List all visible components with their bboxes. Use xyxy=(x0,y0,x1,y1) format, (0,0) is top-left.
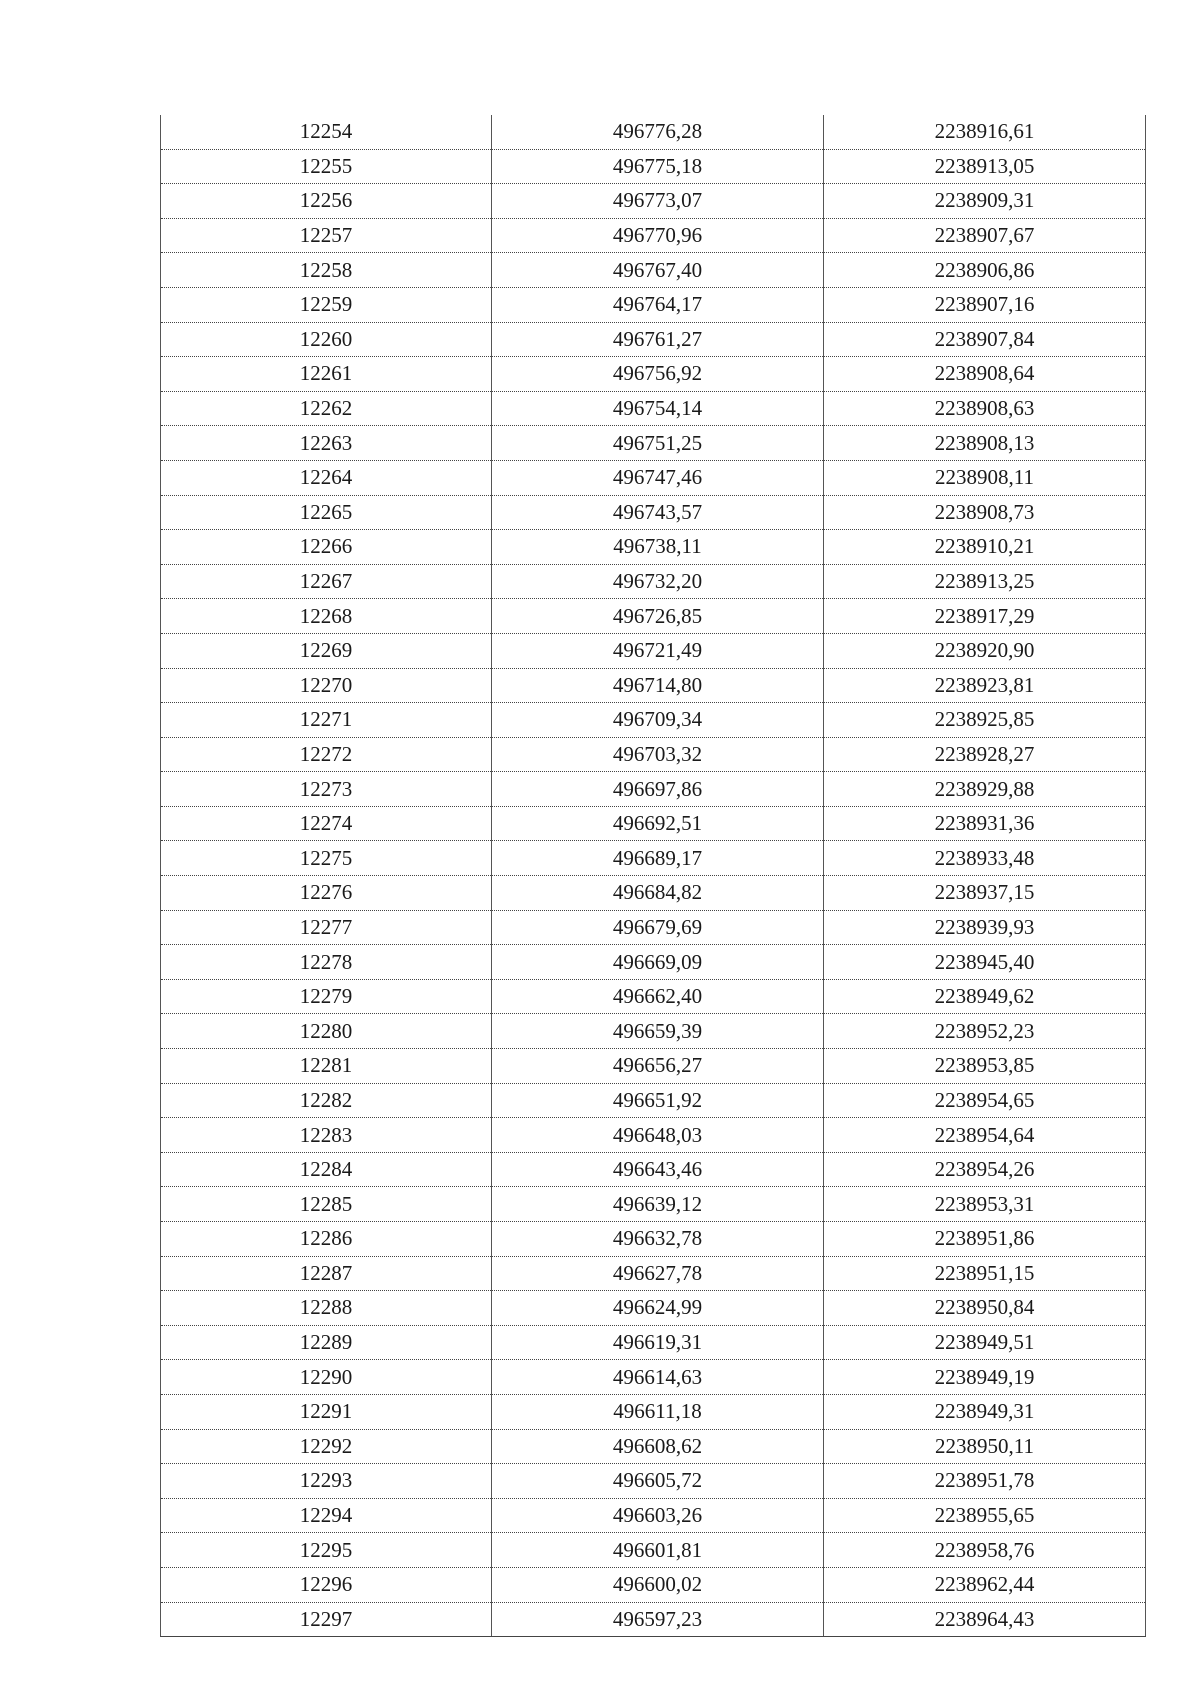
y-coordinate-cell: 2238913,05 xyxy=(824,149,1146,184)
table-row xyxy=(161,218,1146,253)
x-coordinate-cell: 496614,63 xyxy=(492,1360,824,1395)
table-row xyxy=(161,1325,1146,1360)
y-coordinate-cell: 2238920,90 xyxy=(824,633,1146,668)
point-number-cell: 12274 xyxy=(161,806,492,841)
x-coordinate-cell: 496608,62 xyxy=(492,1429,824,1464)
table-row xyxy=(161,1429,1146,1464)
point-number-cell: 12262 xyxy=(161,391,492,426)
x-coordinate-cell: 496726,85 xyxy=(492,599,824,634)
y-coordinate-cell: 2238949,19 xyxy=(824,1360,1146,1395)
point-number-cell: 12291 xyxy=(161,1394,492,1429)
point-number-cell: 12277 xyxy=(161,910,492,945)
point-number-cell: 12275 xyxy=(161,841,492,876)
table-row xyxy=(161,184,1146,219)
y-coordinate-cell: 2238949,31 xyxy=(824,1394,1146,1429)
x-coordinate-cell: 496738,11 xyxy=(492,530,824,565)
point-number-cell: 12271 xyxy=(161,703,492,738)
y-coordinate-cell: 2238907,67 xyxy=(824,218,1146,253)
point-number-cell: 12259 xyxy=(161,287,492,322)
x-coordinate-cell: 496689,17 xyxy=(492,841,824,876)
x-coordinate-cell: 496703,32 xyxy=(492,737,824,772)
table-row xyxy=(161,772,1146,807)
y-coordinate-cell: 2238906,86 xyxy=(824,253,1146,288)
y-coordinate-cell: 2238953,31 xyxy=(824,1187,1146,1222)
table-row xyxy=(161,564,1146,599)
table-row xyxy=(161,1533,1146,1568)
table-row xyxy=(161,633,1146,668)
x-coordinate-cell: 496697,86 xyxy=(492,772,824,807)
point-number-cell: 12254 xyxy=(161,115,492,149)
y-coordinate-cell: 2238954,26 xyxy=(824,1152,1146,1187)
y-coordinate-cell: 2238964,43 xyxy=(824,1602,1146,1637)
point-number-cell: 12282 xyxy=(161,1083,492,1118)
table-row xyxy=(161,1360,1146,1395)
table-row xyxy=(161,1014,1146,1049)
y-coordinate-cell: 2238952,23 xyxy=(824,1014,1146,1049)
table-row xyxy=(161,391,1146,426)
point-number-cell: 12297 xyxy=(161,1602,492,1637)
x-coordinate-cell: 496597,23 xyxy=(492,1602,824,1637)
y-coordinate-cell: 2238937,15 xyxy=(824,876,1146,911)
point-number-cell: 12273 xyxy=(161,772,492,807)
x-coordinate-cell: 496692,51 xyxy=(492,806,824,841)
table-row xyxy=(161,253,1146,288)
coordinates-table xyxy=(160,115,1146,1637)
point-number-cell: 12281 xyxy=(161,1049,492,1084)
x-coordinate-cell: 496619,31 xyxy=(492,1325,824,1360)
point-number-cell: 12261 xyxy=(161,357,492,392)
point-number-cell: 12293 xyxy=(161,1464,492,1499)
point-number-cell: 12255 xyxy=(161,149,492,184)
y-coordinate-cell: 2238908,11 xyxy=(824,460,1146,495)
table-row xyxy=(161,357,1146,392)
x-coordinate-cell: 496756,92 xyxy=(492,357,824,392)
x-coordinate-cell: 496761,27 xyxy=(492,322,824,357)
point-number-cell: 12287 xyxy=(161,1256,492,1291)
y-coordinate-cell: 2238925,85 xyxy=(824,703,1146,738)
point-number-cell: 12285 xyxy=(161,1187,492,1222)
table-row xyxy=(161,149,1146,184)
point-number-cell: 12256 xyxy=(161,184,492,219)
y-coordinate-cell: 2238951,86 xyxy=(824,1222,1146,1257)
y-coordinate-cell: 2238908,73 xyxy=(824,495,1146,530)
table-row xyxy=(161,115,1146,149)
point-number-cell: 12292 xyxy=(161,1429,492,1464)
point-number-cell: 12272 xyxy=(161,737,492,772)
point-number-cell: 12267 xyxy=(161,564,492,599)
table-row xyxy=(161,530,1146,565)
point-number-cell: 12294 xyxy=(161,1498,492,1533)
x-coordinate-cell: 496611,18 xyxy=(492,1394,824,1429)
x-coordinate-cell: 496639,12 xyxy=(492,1187,824,1222)
x-coordinate-cell: 496773,07 xyxy=(492,184,824,219)
x-coordinate-cell: 496651,92 xyxy=(492,1083,824,1118)
table-row xyxy=(161,599,1146,634)
table-row xyxy=(161,1602,1146,1637)
table-row xyxy=(161,806,1146,841)
table-row xyxy=(161,979,1146,1014)
y-coordinate-cell: 2238923,81 xyxy=(824,668,1146,703)
table-row xyxy=(161,426,1146,461)
y-coordinate-cell: 2238939,93 xyxy=(824,910,1146,945)
x-coordinate-cell: 496754,14 xyxy=(492,391,824,426)
table-row xyxy=(161,287,1146,322)
y-coordinate-cell: 2238909,31 xyxy=(824,184,1146,219)
x-coordinate-cell: 496747,46 xyxy=(492,460,824,495)
y-coordinate-cell: 2238908,63 xyxy=(824,391,1146,426)
x-coordinate-cell: 496776,28 xyxy=(492,115,824,149)
table-row xyxy=(161,1152,1146,1187)
table-row xyxy=(161,737,1146,772)
table-row xyxy=(161,1291,1146,1326)
point-number-cell: 12283 xyxy=(161,1118,492,1153)
y-coordinate-cell: 2238954,64 xyxy=(824,1118,1146,1153)
y-coordinate-cell: 2238951,15 xyxy=(824,1256,1146,1291)
x-coordinate-cell: 496743,57 xyxy=(492,495,824,530)
y-coordinate-cell: 2238955,65 xyxy=(824,1498,1146,1533)
table-row xyxy=(161,1256,1146,1291)
x-coordinate-cell: 496732,20 xyxy=(492,564,824,599)
x-coordinate-cell: 496662,40 xyxy=(492,979,824,1014)
x-coordinate-cell: 496605,72 xyxy=(492,1464,824,1499)
y-coordinate-cell: 2238951,78 xyxy=(824,1464,1146,1499)
table-row xyxy=(161,1049,1146,1084)
point-number-cell: 12290 xyxy=(161,1360,492,1395)
table-row xyxy=(161,668,1146,703)
point-number-cell: 12295 xyxy=(161,1533,492,1568)
x-coordinate-cell: 496627,78 xyxy=(492,1256,824,1291)
y-coordinate-cell: 2238916,61 xyxy=(824,115,1146,149)
y-coordinate-cell: 2238907,16 xyxy=(824,287,1146,322)
point-number-cell: 12280 xyxy=(161,1014,492,1049)
point-number-cell: 12296 xyxy=(161,1567,492,1602)
point-number-cell: 12268 xyxy=(161,599,492,634)
x-coordinate-cell: 496721,49 xyxy=(492,633,824,668)
point-number-cell: 12279 xyxy=(161,979,492,1014)
y-coordinate-cell: 2238933,48 xyxy=(824,841,1146,876)
table-row xyxy=(161,1394,1146,1429)
y-coordinate-cell: 2238953,85 xyxy=(824,1049,1146,1084)
x-coordinate-cell: 496632,78 xyxy=(492,1222,824,1257)
x-coordinate-cell: 496624,99 xyxy=(492,1291,824,1326)
y-coordinate-cell: 2238950,84 xyxy=(824,1291,1146,1326)
point-number-cell: 12270 xyxy=(161,668,492,703)
table-row xyxy=(161,1187,1146,1222)
table-row xyxy=(161,1083,1146,1118)
y-coordinate-cell: 2238949,62 xyxy=(824,979,1146,1014)
table-row xyxy=(161,460,1146,495)
point-number-cell: 12264 xyxy=(161,460,492,495)
point-number-cell: 12286 xyxy=(161,1222,492,1257)
table-row xyxy=(161,322,1146,357)
x-coordinate-cell: 496603,26 xyxy=(492,1498,824,1533)
table-row xyxy=(161,910,1146,945)
y-coordinate-cell: 2238931,36 xyxy=(824,806,1146,841)
x-coordinate-cell: 496656,27 xyxy=(492,1049,824,1084)
y-coordinate-cell: 2238962,44 xyxy=(824,1567,1146,1602)
table-row xyxy=(161,1567,1146,1602)
table-row xyxy=(161,1464,1146,1499)
point-number-cell: 12266 xyxy=(161,530,492,565)
point-number-cell: 12284 xyxy=(161,1152,492,1187)
y-coordinate-cell: 2238928,27 xyxy=(824,737,1146,772)
y-coordinate-cell: 2238949,51 xyxy=(824,1325,1146,1360)
table-row xyxy=(161,841,1146,876)
x-coordinate-cell: 496775,18 xyxy=(492,149,824,184)
point-number-cell: 12257 xyxy=(161,218,492,253)
x-coordinate-cell: 496601,81 xyxy=(492,1533,824,1568)
x-coordinate-cell: 496709,34 xyxy=(492,703,824,738)
table-row xyxy=(161,876,1146,911)
x-coordinate-cell: 496751,25 xyxy=(492,426,824,461)
x-coordinate-cell: 496659,39 xyxy=(492,1014,824,1049)
point-number-cell: 12278 xyxy=(161,945,492,980)
point-number-cell: 12265 xyxy=(161,495,492,530)
x-coordinate-cell: 496767,40 xyxy=(492,253,824,288)
table-row xyxy=(161,1222,1146,1257)
y-coordinate-cell: 2238908,64 xyxy=(824,357,1146,392)
point-number-cell: 12260 xyxy=(161,322,492,357)
x-coordinate-cell: 496764,17 xyxy=(492,287,824,322)
y-coordinate-cell: 2238917,29 xyxy=(824,599,1146,634)
x-coordinate-cell: 496643,46 xyxy=(492,1152,824,1187)
coordinates-table-body xyxy=(161,115,1146,1637)
y-coordinate-cell: 2238907,84 xyxy=(824,322,1146,357)
x-coordinate-cell: 496648,03 xyxy=(492,1118,824,1153)
table-row xyxy=(161,945,1146,980)
x-coordinate-cell: 496600,02 xyxy=(492,1567,824,1602)
point-number-cell: 12289 xyxy=(161,1325,492,1360)
table-row xyxy=(161,495,1146,530)
point-number-cell: 12276 xyxy=(161,876,492,911)
table-row xyxy=(161,1118,1146,1153)
y-coordinate-cell: 2238958,76 xyxy=(824,1533,1146,1568)
point-number-cell: 12269 xyxy=(161,633,492,668)
table-row xyxy=(161,1498,1146,1533)
table-row xyxy=(161,703,1146,738)
y-coordinate-cell: 2238945,40 xyxy=(824,945,1146,980)
x-coordinate-cell: 496684,82 xyxy=(492,876,824,911)
y-coordinate-cell: 2238929,88 xyxy=(824,772,1146,807)
y-coordinate-cell: 2238910,21 xyxy=(824,530,1146,565)
y-coordinate-cell: 2238954,65 xyxy=(824,1083,1146,1118)
x-coordinate-cell: 496714,80 xyxy=(492,668,824,703)
point-number-cell: 12288 xyxy=(161,1291,492,1326)
point-number-cell: 12258 xyxy=(161,253,492,288)
y-coordinate-cell: 2238908,13 xyxy=(824,426,1146,461)
point-number-cell: 12263 xyxy=(161,426,492,461)
x-coordinate-cell: 496669,09 xyxy=(492,945,824,980)
x-coordinate-cell: 496679,69 xyxy=(492,910,824,945)
y-coordinate-cell: 2238950,11 xyxy=(824,1429,1146,1464)
x-coordinate-cell: 496770,96 xyxy=(492,218,824,253)
y-coordinate-cell: 2238913,25 xyxy=(824,564,1146,599)
